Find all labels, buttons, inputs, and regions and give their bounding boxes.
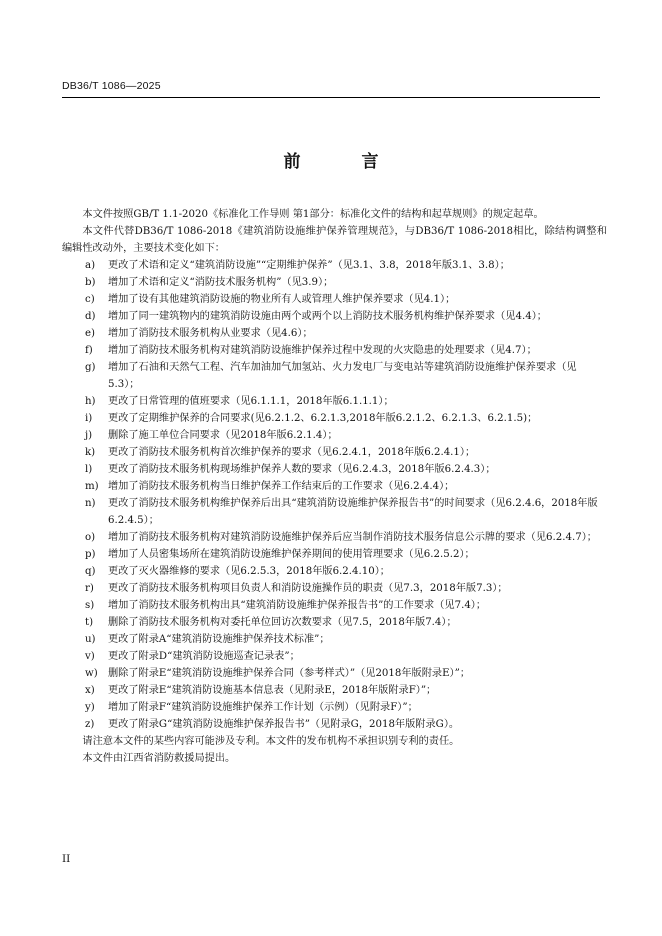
list-item bbox=[62, 257, 607, 274]
list-item-marker: g) bbox=[85, 362, 96, 373]
list-item-marker: i) bbox=[85, 413, 93, 424]
list-item-text: 更改了日常管理的值班要求（见6.1.1.1，2018年版6.1.1.1）； bbox=[108, 396, 394, 407]
list-item-marker: q) bbox=[85, 566, 96, 577]
list-item-marker: y) bbox=[85, 702, 95, 713]
list-item-marker: u) bbox=[85, 634, 96, 645]
list-item-marker: h) bbox=[85, 396, 96, 407]
list-item-text: 增加了消防技术服务机构对建筑消防设施维护保养后应当制作消防技术服务信息公示牌的要求（见6.2.4.7）； bbox=[108, 532, 597, 543]
standard-code: DB36/T 1086—2025 bbox=[62, 80, 161, 92]
list-item-marker: t) bbox=[85, 617, 94, 628]
list-item-text: 更改了术语和定义“建筑消防设施”“定期维护保养”（见3.1、3.8，2018年版3.1、3.8）； bbox=[108, 260, 510, 271]
page-number: II bbox=[62, 853, 71, 865]
list-item-marker: f) bbox=[85, 345, 93, 356]
page-title: 前 言 bbox=[283, 152, 401, 172]
list-item bbox=[62, 665, 607, 682]
list-item-text: 更改了消防技术服务机构项目负责人和消防设施操作员的职责（见7.3，2018年版7.3）； bbox=[108, 583, 508, 594]
list-item-text: 增加了消防技术服务机构当日维护保养工作结束后的工作要求（见6.2.4.4）； bbox=[108, 481, 455, 492]
list-item-text: 更改了附录D“建筑消防设施巡查记录表”； bbox=[108, 651, 300, 662]
list-item bbox=[62, 410, 607, 427]
list-item bbox=[62, 478, 607, 495]
list-item bbox=[62, 461, 607, 478]
proposer-statement: 本文件由江西省消防救援局提出。 bbox=[82, 753, 236, 764]
list-item-marker: j) bbox=[85, 430, 93, 441]
list-item-marker: w) bbox=[85, 668, 98, 679]
list-item bbox=[62, 648, 607, 665]
list-item-text: 更改了消防技术服务机构首次维护保养的要求（见6.2.4.1，2018年版6.2.4.1）； bbox=[108, 447, 476, 458]
list-item bbox=[62, 342, 607, 359]
list-item bbox=[62, 308, 607, 325]
list-item bbox=[62, 716, 607, 733]
intro-paragraph-1: 本文件按照GB/T 1.1-2020《标准化工作导则 第1部分：标准化文件的结构和起草规则》的规定起草。 bbox=[82, 209, 544, 220]
list-item-marker: r) bbox=[85, 583, 94, 594]
list-item bbox=[62, 274, 607, 291]
list-item-text: 增加了消防技术服务机构对建筑消防设施维护保养过程中发现的火灾隐患的处理要求（见4.7）； bbox=[108, 345, 537, 356]
list-item-marker: p) bbox=[85, 549, 96, 560]
list-item bbox=[62, 529, 607, 546]
change-list bbox=[62, 257, 607, 733]
list-item-marker: c) bbox=[85, 294, 95, 305]
list-item-marker: e) bbox=[85, 328, 96, 339]
list-item-text: 增加了附录F“建筑消防设施维护保养工作计划（示例）（见附录F）”； bbox=[108, 702, 418, 713]
intro-paragraph-2: 本文件代替DB36/T 1086-2018《建筑消防设施维护保养管理规范》，与DB36/T 1086-2018相比，除结构调整和编辑性改动外，主要技术变化如下： bbox=[62, 226, 607, 254]
list-item bbox=[62, 495, 607, 529]
list-item bbox=[62, 580, 607, 597]
list-item-text: 增加了石油和天然气工程、汽车加油加气加氢站、火力发电厂与变电站等建筑消防设施维护保养要求（见5.3）； bbox=[108, 362, 577, 390]
list-item-text: 增加了消防技术服务机构出具“建筑消防设施维护保养报告书”的工作要求（见7.4）； bbox=[108, 600, 487, 611]
list-item-text: 更改了附录A“建筑消防设施维护保养技术标准”； bbox=[108, 634, 330, 645]
list-item bbox=[62, 325, 607, 342]
list-item-text: 删除了施工单位合同要求（见2018年版6.2.1.4）； bbox=[108, 430, 338, 441]
list-item-text: 更改了附录E“建筑消防设施基本信息表（见附录E，2018年版附录F）”； bbox=[108, 685, 437, 696]
list-item-text: 更改了消防技术服务机构现场维护保养人数的要求（见6.2.4.3，2018年版6.2.4.3）； bbox=[108, 464, 496, 475]
list-item-marker: k) bbox=[85, 447, 96, 458]
list-item-marker: o) bbox=[85, 532, 96, 543]
list-item-text: 删除了附录E“建筑消防设施维护保养合同（参考样式）”（见2018年版附录E）”； bbox=[108, 668, 471, 679]
document-body bbox=[62, 206, 607, 767]
list-item bbox=[62, 563, 607, 580]
list-item bbox=[62, 614, 607, 631]
list-item-marker: a) bbox=[85, 260, 96, 271]
list-item bbox=[62, 699, 607, 716]
list-item-text: 更改了附录G“建筑消防设施维护保养报告书”（见附录G，2018年版附录G）。 bbox=[108, 719, 460, 730]
list-item-text: 增加了术语和定义“消防技术服务机构”（见3.9）； bbox=[108, 277, 334, 288]
list-item bbox=[62, 427, 607, 444]
list-item-marker: m) bbox=[85, 481, 99, 492]
list-item-text: 增加了设有其他建筑消防设施的物业所有人或管理人维护保养要求（见4.1）； bbox=[108, 294, 456, 305]
list-item-text: 删除了消防技术服务机构对委托单位回访次数要求（见7.5，2018年版7.4）； bbox=[108, 617, 457, 628]
list-item-text: 增加了同一建筑物内的建筑消防设施由两个或两个以上消防技术服务机构维护保养要求（见4.4）； bbox=[108, 311, 547, 322]
list-item bbox=[62, 359, 607, 393]
list-item bbox=[62, 291, 607, 308]
list-item-marker: b) bbox=[85, 277, 96, 288]
list-item-marker: z) bbox=[85, 719, 95, 730]
list-item bbox=[62, 597, 607, 614]
list-item bbox=[62, 393, 607, 410]
list-item-marker: d) bbox=[85, 311, 96, 322]
list-item-marker: x) bbox=[85, 685, 95, 696]
list-item-marker: v) bbox=[85, 651, 95, 662]
list-item-marker: l) bbox=[85, 464, 93, 475]
list-item-text: 更改了消防技术服务机构维护保养后出具“建筑消防设施维护保养报告书”的时间要求（见6.2.4.6，2018年版6.2.4.5）； bbox=[108, 498, 598, 526]
header-rule bbox=[62, 97, 600, 98]
patent-notice: 请注意本文件的某些内容可能涉及专利。本文件的发布机构不承担识别专利的责任。 bbox=[82, 736, 460, 747]
list-item-text: 增加了人员密集场所在建筑消防设施维护保养期间的使用管理要求（见6.2.5.2）； bbox=[108, 549, 475, 560]
list-item bbox=[62, 546, 607, 563]
list-item-marker: s) bbox=[85, 600, 95, 611]
list-item-marker: n) bbox=[85, 498, 96, 509]
list-item bbox=[62, 631, 607, 648]
list-item-text: 增加了消防技术服务机构从业要求（见4.6）； bbox=[108, 328, 313, 339]
list-item-text: 更改了定期维护保养的合同要求(见6.2.1.2、6.2.1.3,2018年版6.2.1.2、6.2.1.3、6.2.1.5)； bbox=[108, 413, 538, 424]
list-item bbox=[62, 444, 607, 461]
list-item-text: 更改了灭火器维修的要求（见6.2.5.3，2018年版6.2.4.10）； bbox=[108, 566, 390, 577]
list-item bbox=[62, 682, 607, 699]
